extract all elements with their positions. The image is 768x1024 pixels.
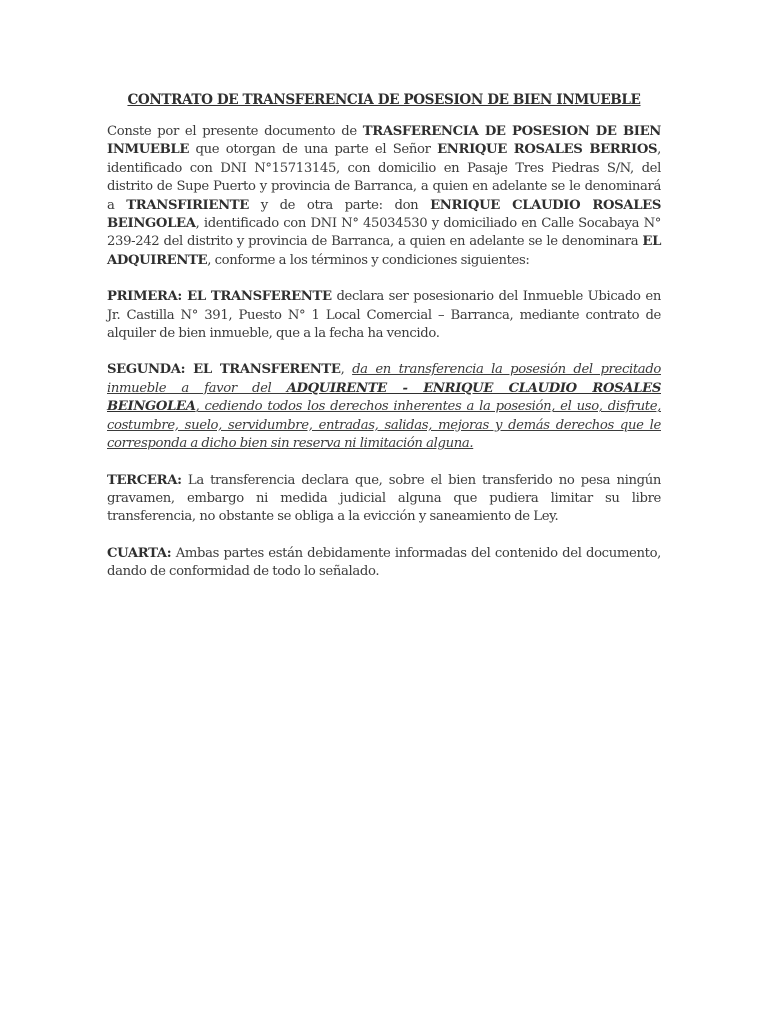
- clause-tercera-text: La transferencia declara que, sobre el bien transferido no pesa ningún gravamen, embargo ni medida judicial alguna que pudiera limitar su libre transferencia, no obstante se obliga a la evicción y saneamiento de Ley.: [107, 472, 661, 525]
- clause-primera: [107, 288, 661, 343]
- clause-tercera-label: TERCERA:: [107, 472, 182, 488]
- intro-text-4: y de otra parte: don: [248, 197, 431, 213]
- clause-segunda: [107, 361, 661, 453]
- intro-bold-2: ENRIQUE ROSALES BERRIOS: [437, 142, 658, 158]
- intro-text-6: , conforme a los términos y condiciones siguientes:: [207, 252, 530, 268]
- clause-segunda-text-1: da en transferencia la posesión del precitado inmueble a favor del: [107, 362, 661, 396]
- intro-bold-5: EL ADQUIRENTE: [107, 234, 661, 268]
- intro-paragraph: [107, 123, 661, 270]
- intro-text-1: Conste por el presente documento de: [107, 124, 363, 139]
- clause-segunda-label: SEGUNDA: EL TRANSFERENTE: [107, 362, 341, 378]
- document-page: [107, 92, 661, 600]
- intro-bold-1: TRASFERENCIA DE POSESION DE BIEN INMUEBLE: [107, 124, 662, 158]
- intro-text-5: , identificado con DNI N° 45034530 y domiciliado en Calle Socabaya N° 239-242 del distrito y provincia de Barranca, a quien en adelante se le denominara: [107, 216, 661, 250]
- intro-bold-4: ENRIQUE CLAUDIO ROSALES BEINGOLEA: [107, 197, 661, 232]
- clause-cuarta-label: CUARTA:: [107, 545, 172, 561]
- intro-text-2: que otorgan de una parte el Señor: [189, 142, 438, 158]
- clause-primera-text: declara ser posesionario del Inmueble Ubicado en Jr. Castilla N° 391, Puesto N° 1 Local Comercial – Barranca, mediante contrato de alquiler de bien inmueble, que a la fecha ha vencido.: [107, 289, 662, 342]
- clause-segunda-bold: ADQUIRENTE - ENRIQUE CLAUDIO ROSALES BEINGOLEA: [107, 380, 661, 415]
- intro-bold-3: TRANSFIRIENTE: [126, 197, 249, 213]
- clause-segunda-sep: ,: [340, 362, 353, 378]
- clause-tercera: [107, 472, 661, 527]
- document-title: CONTRATO DE TRANSFERENCIA DE POSESION DE BIEN INMUEBLE: [127, 92, 641, 108]
- clause-primera-label: PRIMERA: EL TRANSFERENTE: [107, 289, 332, 305]
- clause-segunda-text-2: , cediendo todos los derechos inherentes a la posesión, el uso, disfrute, costumbre, suelo, servidumbre, entradas, salidas, mejoras y demás derechos que le corresponda a dicho bien sin reserva ni limitación alguna.: [107, 399, 661, 452]
- clause-cuarta-text: Ambas partes están debidamente informadas del contenido del documento, dando de conformidad de todo lo señalado.: [107, 545, 661, 580]
- clause-cuarta: [107, 545, 661, 582]
- intro-text-3: , identificado con DNI N°15713145, con domicilio en Pasaje Tres Piedras S/N, del distrito de Supe Puerto y provincia de Barranca, a quien en adelante se le denominará a: [107, 142, 662, 213]
